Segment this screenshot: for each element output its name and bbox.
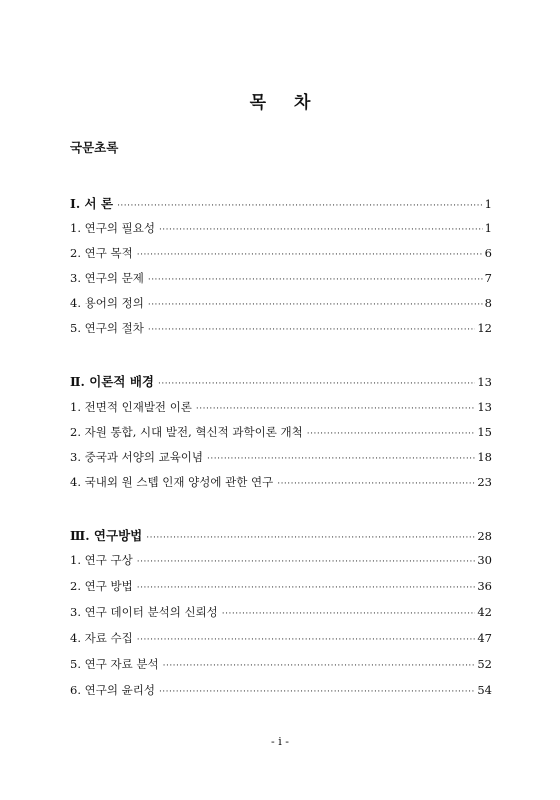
page-number: 54 [477,683,492,697]
toc-title [0,88,560,113]
toc-item [70,552,492,568]
dot-leader [137,557,476,567]
item-label: 3. 중국과 서양의 교육이념 [70,450,204,464]
dot-leader [117,201,483,211]
toc-section-1 [70,194,492,212]
toc-item [70,630,492,646]
dot-leader [159,225,483,235]
dot-leader [137,250,483,260]
abstract-heading: 국문초록 [70,140,119,155]
page-number: 15 [477,425,492,439]
item-label: 5. 연구 자료 분석 [70,657,159,671]
toc-item [70,682,492,698]
page-number: 28 [477,529,492,543]
page-number: 18 [477,450,492,464]
toc-item [70,474,492,490]
dot-leader [307,429,476,439]
section-label: Ⅱ. 이론적 배경 [70,374,154,389]
dot-leader [148,300,483,310]
dot-leader [196,404,475,414]
toc-item [70,449,492,465]
toc-section-2 [70,372,492,390]
page-number: 13 [477,400,492,414]
section-label: Ⅲ. 연구방법 [70,528,143,543]
item-label: 2. 연구 목적 [70,246,133,260]
toc-item [70,320,492,336]
page-number: 30 [477,553,492,567]
toc-item [70,245,492,261]
toc-item [70,220,492,236]
toc-item [70,424,492,440]
toc-section-3 [70,526,492,544]
page-folio: - i - [271,735,289,748]
page-number: 36 [477,579,492,593]
item-label: 5. 연구의 절차 [70,321,144,335]
item-label: 4. 자료 수집 [70,631,133,645]
item-label: 4. 용어의 정의 [70,296,144,310]
item-label: 1. 연구의 필요성 [70,221,155,235]
page-number: 1 [484,197,492,211]
toc-item [70,295,492,311]
toc-title-left: 목 [249,93,266,113]
page-number: 12 [477,321,492,335]
page-number: 52 [477,657,492,671]
dot-leader [159,687,475,697]
item-label: 6. 연구의 윤리성 [70,683,155,697]
toc-item [70,399,492,415]
toc-item [70,578,492,594]
item-label: 4. 국내외 원 스텝 인재 양성에 관한 연구 [70,475,274,489]
page-number: 42 [477,605,492,619]
item-label: 3. 연구 데이터 분석의 신뢰성 [70,605,218,619]
item-label: 2. 자원 통합, 시대 발전, 혁신적 과학이론 개척 [70,425,303,439]
item-label: 1. 연구 구상 [70,553,133,567]
dot-leader [277,479,475,489]
dot-leader [158,379,475,389]
dot-leader [222,609,476,619]
dot-leader [207,454,475,464]
item-label: 2. 연구 방법 [70,579,133,593]
section-label: Ⅰ. 서 론 [70,196,114,211]
toc-item [70,604,492,620]
page-number: 47 [477,631,492,645]
toc-title-right: 차 [294,93,311,113]
dot-leader [148,275,483,285]
page-number: 6 [484,246,492,260]
dot-leader [148,325,476,335]
page-number: 23 [477,475,492,489]
page-number: 1 [484,221,492,235]
item-label: 1. 전면적 인재발전 이론 [70,400,192,414]
dot-leader [137,583,476,593]
toc-item [70,656,492,672]
page-number: 13 [477,375,492,389]
item-label: 3. 연구의 문제 [70,271,144,285]
page-number: 7 [484,271,492,285]
dot-leader [163,661,476,671]
page-number: 8 [484,296,492,310]
toc-item [70,270,492,286]
dot-leader [146,533,475,543]
dot-leader [137,635,476,645]
